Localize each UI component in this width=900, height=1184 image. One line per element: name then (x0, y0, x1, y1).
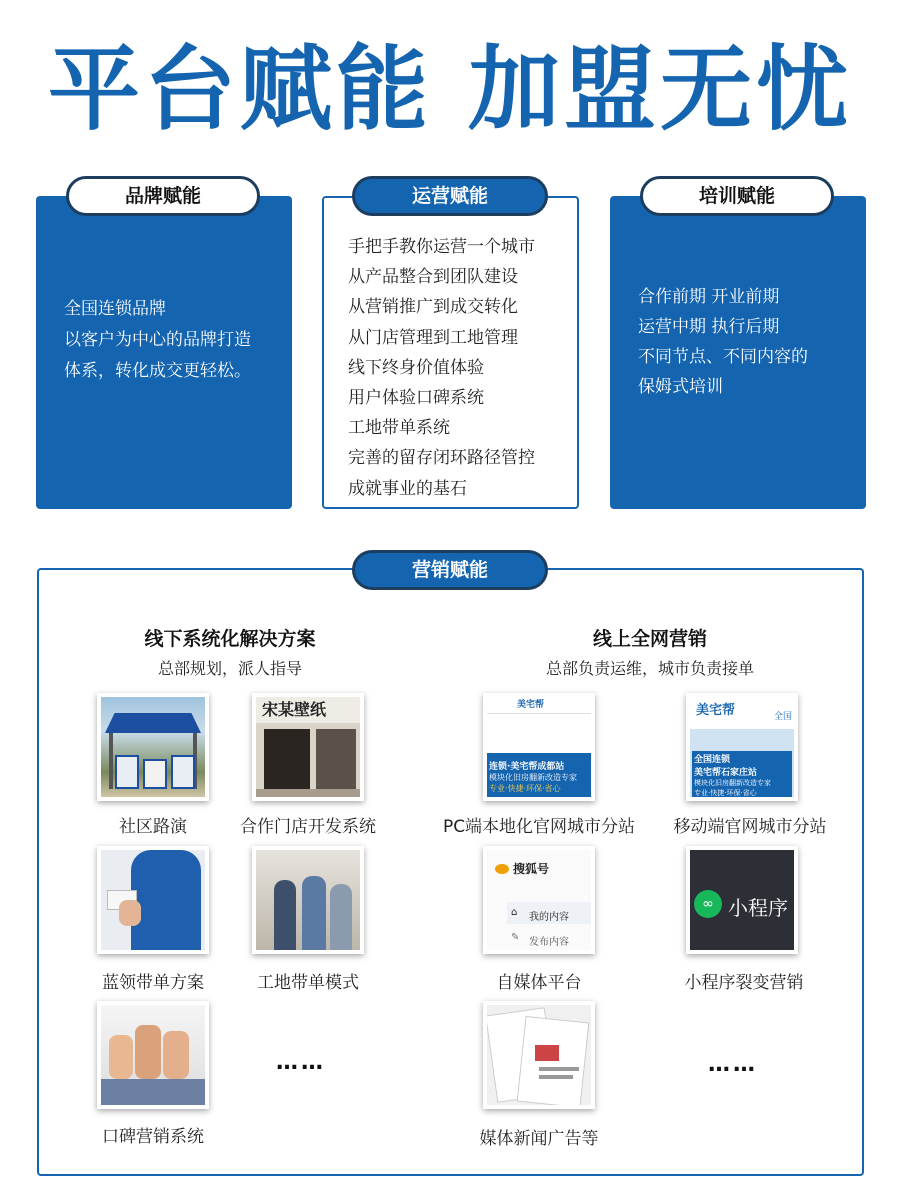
training-line: 合作前期 开业前期 (638, 287, 780, 307)
roadshow-photo (97, 693, 209, 801)
training-card-text (638, 282, 852, 402)
mini-program-caption: 小程序裂变营销 (684, 973, 804, 993)
training-pill: 培训赋能 (640, 176, 834, 216)
ops-line: 成就事业的基石 (348, 478, 467, 499)
pc-banner-line3: 专业·快捷·环保·省心 (489, 784, 561, 793)
pc-banner-line2: 模块化旧房翻新改造专家 (489, 773, 577, 782)
mobile-corner: 全国 (773, 712, 792, 722)
brand-pill: 品牌赋能 (66, 176, 260, 216)
pc-banner-line1: 连锁·美宅帮成都站 (489, 762, 565, 772)
partner-store-photo (252, 693, 364, 801)
ops-line: 用户体验口碑系统 (348, 388, 484, 409)
word-of-mouth-photo (97, 1001, 209, 1109)
media-news-caption: 媒体新闻广告等 (479, 1129, 599, 1149)
site-visit-photo (252, 846, 364, 954)
online-more-ellipsis: …… (708, 1052, 758, 1077)
mobile-brand: 美宅帮 (696, 703, 736, 718)
sohu-home-icon: ⌂ (511, 907, 518, 918)
mobile-banner-1: 全国连锁 (694, 755, 731, 765)
training-line: 保姆式培训 (638, 377, 723, 397)
pc-brand: 美宅帮 (487, 697, 591, 713)
sohu-screenshot (483, 846, 595, 954)
mobile-banner-4: 专业·快捷·环保·省心 (694, 789, 757, 797)
brand-card-text (64, 294, 278, 387)
ops-line: 从门店管理到工地管理 (348, 327, 518, 348)
brand-line: 以客户为中心的品牌打造 (64, 330, 251, 350)
brand-line: 体系，转化成交更轻松。 (64, 361, 251, 381)
site-visit-caption: 工地带单模式 (257, 973, 359, 993)
mobile-site-screenshot (686, 693, 798, 801)
sohu-name: 搜狐号 (513, 862, 550, 876)
ops-line: 工地带单系统 (348, 418, 450, 439)
sohu-edit-icon: ✎ (511, 932, 520, 943)
offline-subtitle: 总部规划，派人指导 (157, 659, 302, 678)
pc-site-caption: PC端本地化官网城市分站 (442, 817, 636, 837)
sohu-logo-icon (495, 864, 509, 874)
marketing-pill: 营销赋能 (352, 550, 548, 590)
sohu-menu-1: 我的内容 (529, 912, 569, 923)
mini-program-label: 小程序 (728, 896, 788, 920)
online-title: 线上全网营销 (592, 628, 707, 650)
online-subtitle: 总部负责运维，城市负责接单 (545, 659, 754, 678)
mobile-site-caption: 移动端官网城市分站 (673, 817, 827, 837)
brand-line: 全国连锁品牌 (64, 299, 166, 319)
ops-pill: 运营赋能 (352, 176, 548, 216)
pc-site-screenshot (483, 693, 595, 801)
blue-collar-photo (97, 846, 209, 954)
page-headline: 平台赋能 加盟无忧 (47, 36, 853, 143)
roadshow-caption: 社区路演 (119, 817, 187, 837)
partner-store-caption: 合作门店开发系统 (240, 817, 376, 837)
training-line: 运营中期 执行后期 (638, 317, 780, 337)
ops-line: 从营销推广到成交转化 (348, 297, 518, 318)
media-news-screenshot (483, 1001, 595, 1109)
mobile-banner-3: 模块化旧房翻新改造专家 (694, 779, 771, 787)
word-of-mouth-caption: 口碑营销系统 (102, 1127, 204, 1147)
sohu-menu-2: 发布内容 (529, 937, 569, 948)
ops-line: 完善的留存闭环路径管控 (348, 448, 535, 469)
ops-card (322, 196, 579, 509)
training-line: 不同节点、不同内容的 (638, 347, 808, 367)
blue-collar-caption: 蓝领带单方案 (102, 973, 204, 993)
sohu-caption: 自媒体平台 (496, 973, 582, 993)
training-card (610, 196, 866, 509)
offline-title: 线下系统化解决方案 (144, 628, 316, 650)
mini-program-screenshot (686, 846, 798, 954)
ops-line: 线下终身价值体验 (348, 357, 484, 378)
store-sign: 宋某壁纸 (256, 697, 360, 723)
ops-line: 手把手教你运营一个城市 (348, 237, 535, 257)
ops-card-text (348, 232, 535, 504)
offline-more-ellipsis: …… (276, 1050, 326, 1075)
brand-card (36, 196, 292, 509)
mobile-banner-2: 美宅帮石家庄站 (694, 768, 758, 778)
ops-line: 从产品整合到团队建设 (348, 267, 518, 288)
mini-program-icon: ∞ (694, 890, 722, 918)
